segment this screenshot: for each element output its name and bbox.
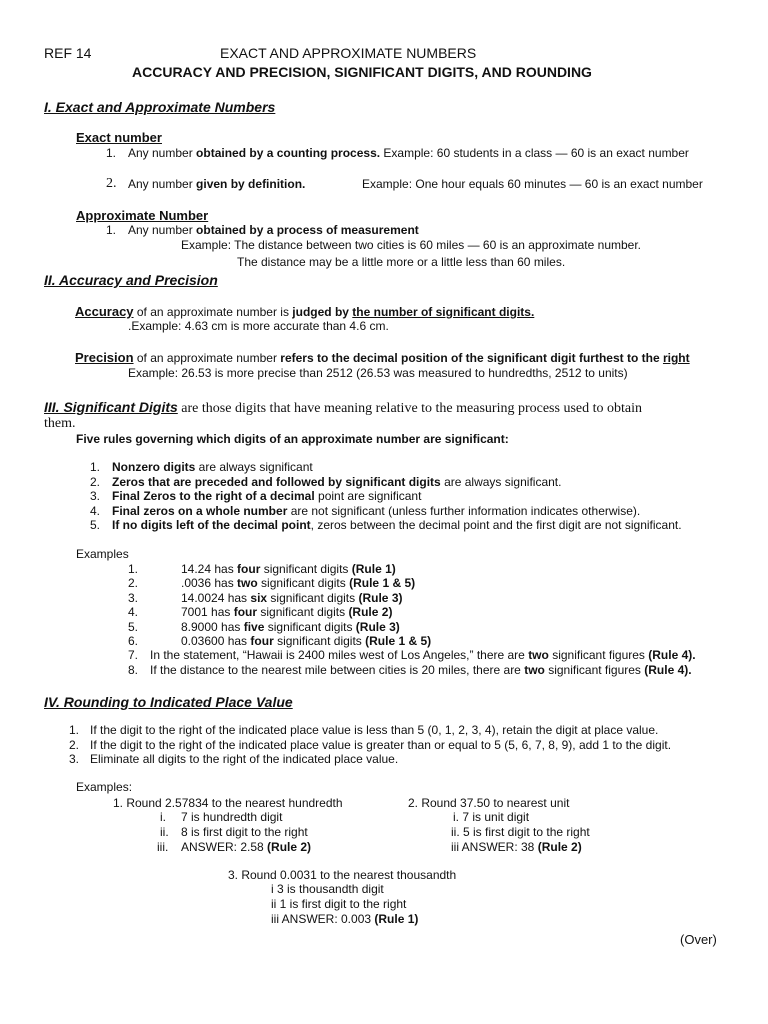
rule-item [112,461,313,475]
round-ex3-iii: iii ANSWER: 0.003 (Rule 1) [271,912,419,926]
exact-item-2-num: 2. [106,176,117,191]
example-count: two [524,662,545,677]
rounding-rule-text: Eliminate all digits to the right of the indicated place value. [90,752,399,766]
round-ex2-i: i. 7 is unit digit [453,810,530,824]
example-text: 0.03600 has [181,634,251,648]
example-rule: (Rule 2) [348,605,393,620]
example-rule: (Rule 4). [644,662,692,677]
rule-bold: Zeros that are preceded and followed by significant digits [112,474,441,489]
rule-item [112,476,561,490]
rule-item [112,519,682,533]
accuracy-example: .Example: 4.63 cm is more accurate than 4.6 cm. [128,319,389,333]
approx-example-line-1: Example: The distance between two cities is 60 miles — 60 is an approximate number. [181,238,642,252]
example-text: significant figures [548,648,649,663]
rule-number: 4. [90,503,101,518]
rounding-rule-text: If the digit to the right of the indicated place value is less than 5 (0, 1, 2, 3, 4), retain the digit at place value. [90,723,659,737]
example-item [181,577,415,591]
rounding-rule-number: 1. [69,723,80,737]
round-ex1-ii-num: ii. [160,825,169,839]
example-item [181,635,431,649]
example-number: 6. [128,634,139,648]
example-item [150,664,692,678]
example-text: 14.24 has [181,562,238,576]
example-text: If the distance to the nearest mile between cities is 20 miles, there are [150,662,525,677]
example-rule: (Rule 3) [358,590,403,605]
round-ex1-iii: ANSWER: 2.58 (Rule 2) [181,840,312,854]
approx-item-1: Any number obtained by a process of measurement [128,223,419,237]
rule-number: 3. [90,489,101,503]
rounding-rule-number: 3. [69,752,80,766]
rules-heading: Five rules governing which digits of an approximate number are significant: [76,432,509,446]
example-rule: (Rule 1 & 5) [349,576,416,591]
section-2-heading: II. Accuracy and Precision [44,272,218,288]
rule-item [112,490,421,504]
section-4-heading: IV. Rounding to Indicated Place Value [44,694,293,710]
approximate-number-heading: Approximate Number [76,208,209,223]
rule-bold: Final zeros on a whole number [112,503,288,518]
ref-label: REF 14 [44,45,92,61]
round-ex1-i: 7 is hundredth digit [181,810,283,824]
rule-bold: Nonzero digits [112,460,196,474]
page-subtitle: ACCURACY AND PRECISION, SIGNIFICANT DIGITS, AND ROUNDING [132,64,592,80]
round-ex3-title: 3. Round 0.0031 to the nearest thousandth [228,868,457,882]
round-ex2-iii: iii ANSWER: 38 (Rule 2) [451,840,582,854]
example-rule: (Rule 4). [648,648,696,663]
exact-item-1: Any number obtained by a counting process. Example: 60 students in a class — 60 is an exact number [128,146,689,160]
example-number: 4. [128,605,139,620]
rule-rest: are always significant. [440,474,562,489]
example-text: In the statement, “Hawaii is 2400 miles west of Los Angeles,” there are [150,648,529,663]
example-count: four [237,562,261,576]
example-item [181,621,400,635]
example-count: two [528,648,549,663]
example-number: 1. [128,562,139,576]
exact-item-1-num: 1. [106,146,117,160]
approx-example-line-2: The distance may be a little more or a little less than 60 miles. [237,255,566,269]
rule-bold: If no digits left of the decimal point [112,518,311,532]
example-text: 14.0024 has [181,590,251,605]
example-text: significant digits [257,605,349,620]
rounding-rule-text: If the digit to the right of the indicated place value is greater than or equal to 5 (5, 6, 7, 8, 9), add 1 to the digit. [90,737,672,752]
section-3-heading: III. Significant Digits [44,399,178,415]
rounding-examples-label: Examples: [76,780,133,794]
round-ex3-i: i 3 is thousandth digit [271,882,384,896]
example-text: significant digits [260,562,352,576]
round-ex1-iii-num: iii. [157,840,169,854]
example-count: four [250,634,274,648]
round-ex1-i-num: i. [160,810,166,824]
rule-number: 1. [90,460,101,474]
exact-item-2-example: Example: One hour equals 60 minutes — 60 is an exact number [362,177,703,191]
example-count: four [233,605,258,620]
rule-rest: are always significant [195,460,313,474]
exact-number-heading: Exact number [76,130,162,145]
example-text: significant digits [267,590,359,605]
example-number: 8. [128,662,139,677]
example-text: significant figures [544,662,645,677]
example-item [181,606,392,620]
section-3-intro: III. Significant Digits are those digits that have meaning relative to the measuring process used to obtain [44,399,642,416]
example-text: 7001 has [181,605,234,620]
example-number: 5. [128,619,139,634]
section-3-intro-cont: them. [44,416,76,431]
example-text: significant digits [257,576,350,591]
round-ex1-title: 1. Round 2.57834 to the nearest hundredth [113,796,343,810]
examples-label: Examples [76,547,129,561]
exact-item-2: Any number given by definition. [128,177,306,191]
example-number: 2. [128,576,139,591]
precision-definition: Precision of an approximate number refers to the decimal position of the significant digit furthest to the right [75,350,690,365]
approx-item-1-num: 1. [106,223,117,237]
rule-bold: Final Zeros to the right of a decimal [112,489,315,503]
rounding-rule-number: 2. [69,737,80,752]
rule-rest: point are significant [314,489,422,503]
round-ex1-ii: 8 is first digit to the right [181,825,308,839]
example-text: 8.9000 has [181,619,244,634]
rule-number: 2. [90,474,101,489]
example-count: two [237,576,258,591]
over-note: (Over) [680,932,717,947]
example-item [181,592,403,606]
accuracy-definition: Accuracy of an approximate number is judged by the number of significant digits. [75,304,535,319]
precision-example: Example: 26.53 is more precise than 2512 (26.53 was measured to hundredths, 2512 to units) [128,366,628,380]
example-rule: (Rule 3) [355,619,400,634]
section-1-heading: I. Exact and Approximate Numbers [44,99,276,115]
page-title: EXACT AND APPROXIMATE NUMBERS [220,45,477,61]
rule-rest: , zeros between the decimal point and the first digit are not significant. [310,518,682,532]
rule-item [112,505,640,519]
example-rule: (Rule 1 & 5) [365,634,432,648]
example-text: significant digits [264,619,356,634]
example-count: six [250,590,268,605]
round-ex3-ii: ii 1 is first digit to the right [271,897,407,911]
example-number: 7. [128,648,139,663]
example-text: significant digits [273,634,366,648]
example-item [181,563,396,577]
example-count: five [243,619,265,634]
rule-number: 5. [90,518,101,532]
example-text: .0036 has [181,576,238,591]
rule-rest: are not significant (unless further information indicates otherwise). [287,503,641,518]
example-item [150,649,696,663]
example-number: 3. [128,590,139,605]
round-ex2-title: 2. Round 37.50 to nearest unit [408,796,570,810]
round-ex2-ii: ii. 5 is first digit to the right [451,825,590,839]
example-rule: (Rule 1) [351,562,396,576]
